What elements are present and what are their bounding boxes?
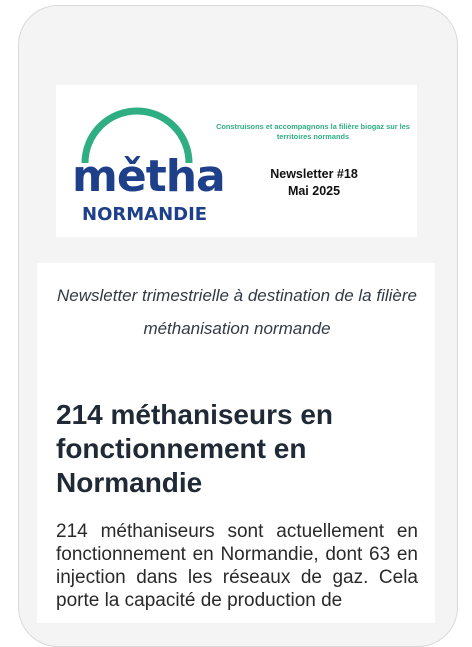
logo-metha: mětha xyxy=(72,151,225,202)
logo-normandie: NORMANDIE xyxy=(82,204,208,225)
newsletter-header xyxy=(56,85,417,237)
newsletter-date: Mai 2025 xyxy=(287,184,341,198)
article-body: 214 méthaniseurs sont actuellement en fonctionnement en Normandie, dont 63 en injection dans les réseaux de gaz. Cela porte la capacité de production de xyxy=(56,521,418,611)
newsletter-content xyxy=(37,263,435,623)
tagline: Construisons et accompagnons la filière biogaz sur les territoires normands xyxy=(216,122,410,141)
article-title: 214 méthaniseurs en fonctionnement en Normandie xyxy=(56,399,334,498)
newsletter-number: Newsletter #18 xyxy=(270,167,358,181)
intro-text: Newsletter trimestrielle à destination de la filière méthanisation normande xyxy=(57,286,417,338)
edition-info xyxy=(246,166,382,200)
